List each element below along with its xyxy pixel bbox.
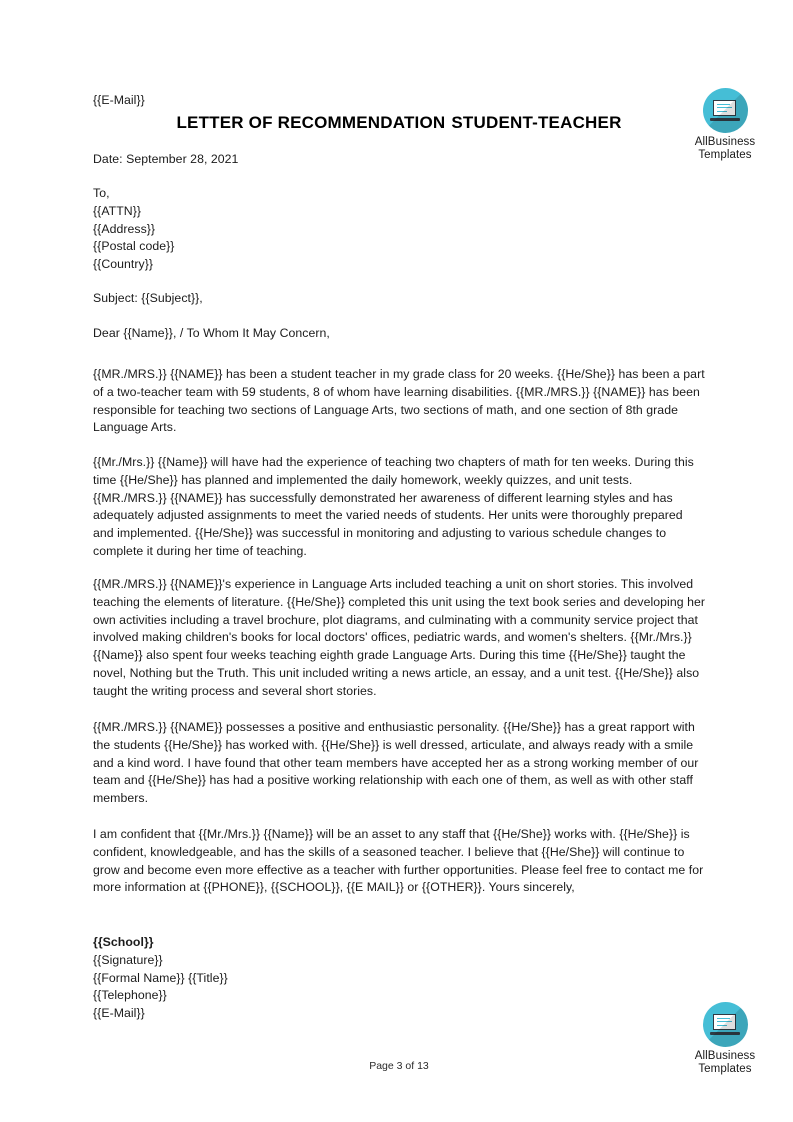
page-footer: Page 3 of 13 — [369, 1060, 429, 1072]
brand-line-2: Templates — [698, 1063, 752, 1075]
brand-logo-bottom — [670, 1002, 780, 1076]
laptop-icon — [703, 1002, 748, 1047]
body-paragraph-4: {{MR./MRS.}} {{NAME}} possesses a positive and enthusiastic personality. {{He/She}} has a great rapport with the students {{He/She}} has worked with. {{He/She}} is well dressed, articulate, and always ready with a smile and a kind word. I have found that other team members have accepted her as a strong working member of our team and {{He/She}} has had a positive working relationship with each one of them, as well as with other staff members. — [93, 720, 699, 806]
subject-line: Subject: {{Subject}}, — [93, 291, 203, 305]
recipient-country: {{Country}} — [93, 257, 154, 272]
brand-name-top — [670, 136, 780, 162]
brand-line-1: AllBusiness — [694, 136, 756, 148]
recipient-postal-code: {{Postal code}} — [93, 239, 175, 254]
brand-line-1: AllBusiness — [694, 1050, 756, 1062]
salutation-line: Dear {{Name}}, / To Whom It May Concern, — [93, 326, 330, 340]
signature-formal-name-title: {{Formal Name}} {{Title}} — [93, 970, 228, 985]
recipient-to: To, — [93, 186, 110, 200]
brand-line-2: Templates — [698, 149, 752, 161]
signature-telephone: {{Telephone}} — [93, 988, 167, 1003]
body-paragraph-3: {{MR./MRS.}} {{NAME}}'s experience in Language Arts included teaching a unit on short stories. This involved teaching the elements of literature. {{He/She}} completed this unit using the text book series and developing her own activities including a travel brochure, plot diagrams, and culminating with a community service project that involved making children's books for local doctors' offices, pediatric wards, and women's shelters. {{Mr./Mrs.}} {{Name}} also spent four weeks teaching eighth grade Language Arts. During this time {{He/She}} taught the novel, Nothing but the Truth. This unit included writing a news article, an essay, and a unit test. {{He/She}} also taught the writing process and several short stories. — [93, 577, 706, 698]
date-line: Date: September 28, 2021 — [93, 152, 239, 166]
signature-school: {{School}} — [93, 935, 154, 949]
brand-name-bottom — [670, 1050, 780, 1076]
body-paragraph-1: {{MR./MRS.}} {{NAME}} has been a student teacher in my grade class for 20 weeks. {{He/She}} has been a part of a two-teacher team with 59 students, 8 of whom have learning disabilities. {{MR./MRS.}} {{NAME}} has been responsible for teaching two sections of Language Arts, two sections of math, and one section of 8th grade Language Arts. — [93, 367, 705, 435]
recipient-address: {{Address}} — [93, 221, 156, 236]
header-email-placeholder: {{E-Mail}} — [93, 93, 145, 107]
logo-shadow — [703, 88, 748, 133]
signature-email: {{E-Mail}} — [93, 1006, 145, 1021]
page-title-part-1: LETTER OF RECOMMENDATION — [176, 113, 446, 132]
logo-shadow — [703, 1002, 748, 1047]
body-paragraph-2: {{Mr./Mrs.}} {{Name}} will have had the experience of teaching two chapters of math for ten weeks. During this time {{He/She}} has planned and implemented the daily homework, weekly quizzes, and unit tests. {{MR./MRS.}} {{NAME}} has successfully demonstrated her awareness of different learning styles and has adequately adjusted assignments to meet the varied needs of students. Her units were thoroughly prepared and implemented. {{He/She}} was successful in monitoring and adjusting to various schedule changes to complete it during her time of teaching. — [93, 455, 694, 558]
recipient-attn: {{ATTN}} — [93, 203, 142, 218]
body-paragraph-5: I am confident that {{Mr./Mrs.}} {{Name}} will be an asset to any staff that {{He/She}} works with. {{He/She}} is confident, knowledgeable, and has the skills of a seasoned teacher. I believe that {{He/She}} will continue to grow and become even more effective as a teacher with further opportunities. Please feel free to contact me for more information at {{PHONE}}, {{SCHOOL}}, {{E MAIL}} or {{OTHER}}. Yours sincerely, — [93, 827, 704, 895]
page-title — [93, 113, 705, 133]
laptop-icon — [703, 88, 748, 133]
signature-placeholder: {{Signature}} — [93, 952, 163, 967]
signature-block — [93, 934, 228, 1023]
recipient-address-block — [93, 185, 174, 274]
page-title-part-2: STUDENT-TEACHER — [451, 113, 622, 132]
